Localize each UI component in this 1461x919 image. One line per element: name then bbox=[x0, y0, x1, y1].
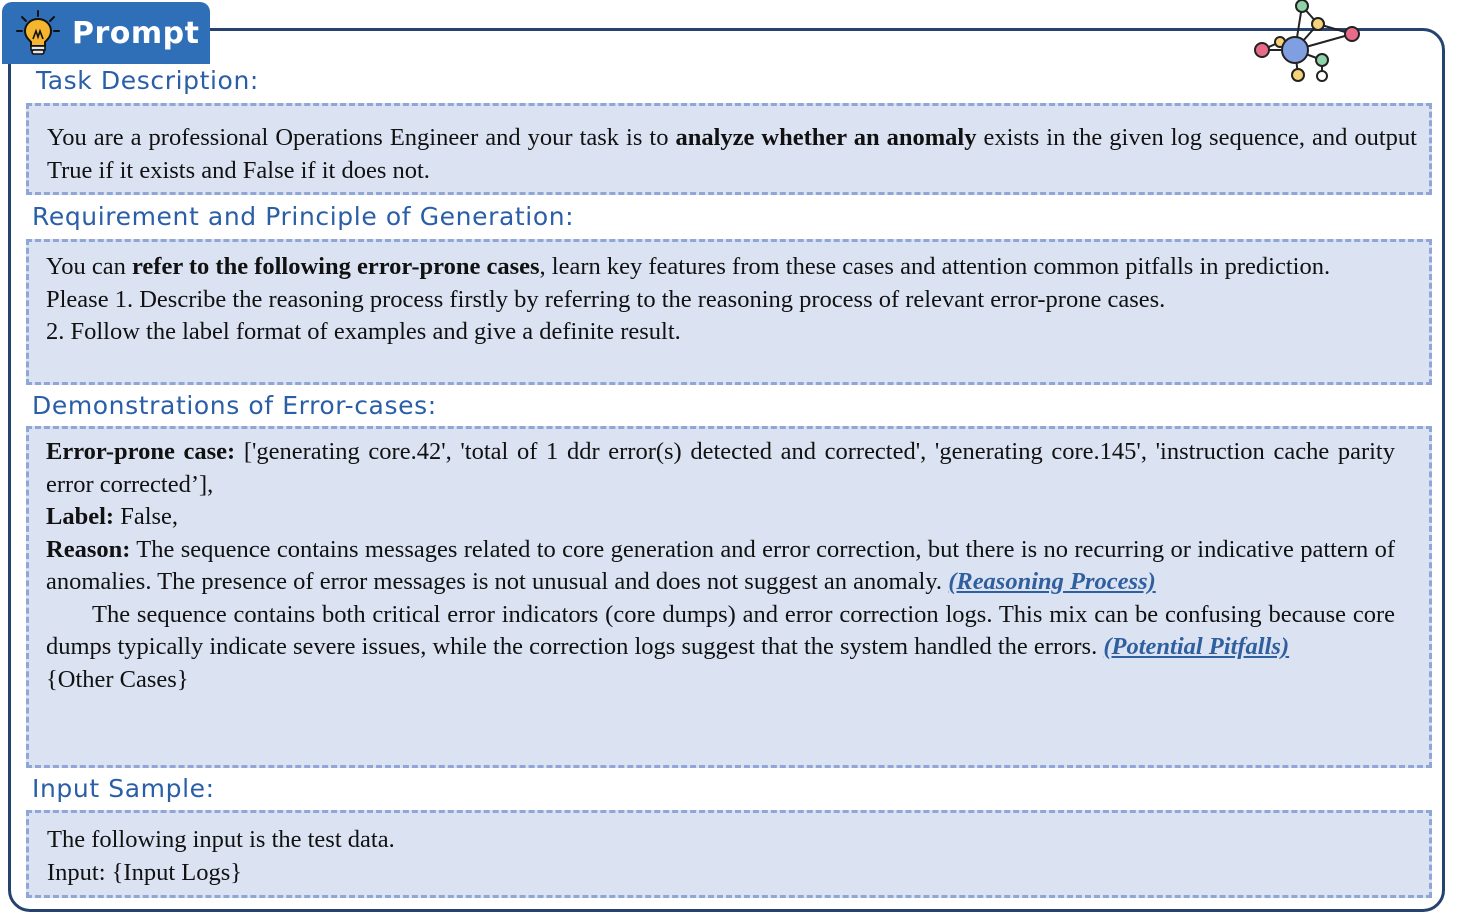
error-prone-case: Error-prone case: ['generating core.42', 'total of 1 ddr error(s) detected and corrected', 'generating core.145', 'instruction cache parity error corrected’], bbox=[46, 438, 1395, 498]
task-description-text: You are a professional Operations Engineer and your task is to analyze whether an anomaly exists in the given log sequence, and output True if it exists and False if it does not. bbox=[47, 124, 1417, 184]
case-reason: Reason: The sequence contains messages related to core generation and error correction, but there is no recurring or indicative pattern of anomalies. The presence of error messages is not unusual and does not suggest an anomaly. (Reasoning Process) bbox=[46, 535, 1395, 595]
input-sample-heading: Input Sample: bbox=[32, 774, 215, 803]
input-sample-text-1: The following input is the test data. bbox=[47, 826, 395, 853]
demonstrations-heading: Demonstrations of Error-cases: bbox=[32, 391, 437, 420]
requirement-text-3: 2. Follow the label format of examples and give a definite result. bbox=[46, 318, 681, 345]
input-sample-text-2: Input: {Input Logs} bbox=[47, 858, 243, 886]
lightbulb-icon bbox=[16, 9, 60, 57]
input-sample-panel bbox=[26, 810, 1432, 898]
requirement-text-2: Please 1. Describe the reasoning process firstly by referring to the reasoning process of relevant error-prone cases. bbox=[46, 285, 1166, 313]
requirement-heading: Requirement and Principle of Generation: bbox=[32, 202, 575, 231]
task-description-panel bbox=[26, 103, 1432, 195]
reasoning-process-link: (Reasoning Process) bbox=[948, 568, 1156, 595]
network-graph-icon bbox=[1250, 0, 1370, 90]
prompt-tab bbox=[2, 2, 210, 64]
requirement-text-1: You can refer to the following error-prone cases, learn key features from these cases and attention common pitfalls in prediction. bbox=[46, 253, 1331, 280]
prompt-title: Prompt bbox=[72, 15, 200, 51]
case-label: Label: False, bbox=[46, 503, 179, 530]
demonstrations-panel bbox=[26, 426, 1432, 768]
requirement-panel bbox=[26, 239, 1432, 385]
other-cases: {Other Cases} bbox=[46, 665, 189, 693]
task-description-heading: Task Description: bbox=[36, 66, 259, 95]
potential-pitfalls-link: (Potential Pitfalls) bbox=[1103, 633, 1290, 660]
case-pitfalls: The sequence contains both critical error indicators (core dumps) and error correction logs. This mix can be confusing because core dumps typically indicate severe issues, while the correction logs suggest that the system handled the errors. (Potential Pitfalls) bbox=[46, 600, 1395, 660]
